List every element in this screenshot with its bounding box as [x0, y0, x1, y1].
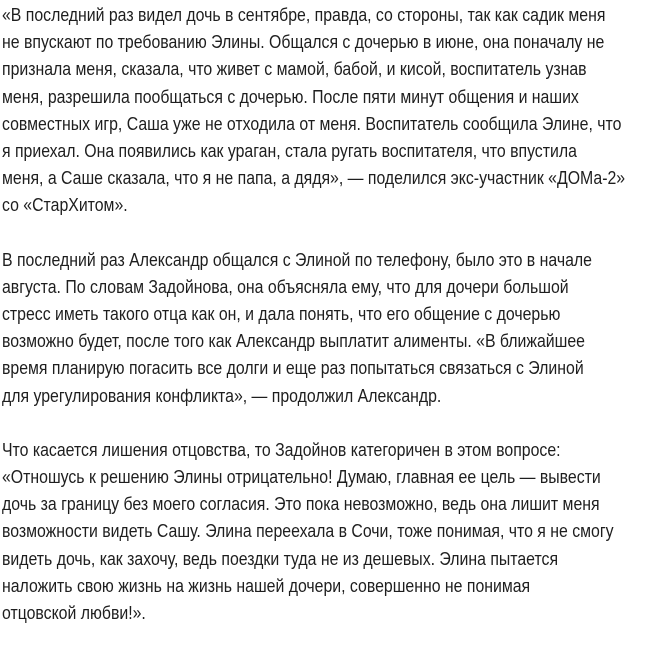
paragraph-3: [2, 437, 618, 627]
article-body: [2, 2, 626, 654]
text-line: возможно будет, после того как Александр выплатит алименты. «В ближайшее: [2, 331, 585, 352]
text-line: для урегулирования конфликта», — продолжил Александр.: [2, 385, 442, 406]
text-line: возможности видеть Сашу. Элина переехала в Сочи, тоже понимая, что я не смогу: [2, 521, 614, 542]
text-line: «В последний раз видел дочь в сентябре, правда, со стороны, так как садик меня: [2, 5, 606, 25]
text-line: меня, разрешила пообщаться с дочерью. После пяти минут общения и наших: [2, 86, 579, 107]
paragraph-2: [2, 247, 618, 410]
text-line: видеть дочь, как захочу, ведь поездки туда не из дешевых. Элина пытается: [2, 548, 559, 569]
text-line: со «СтарХитом».: [2, 195, 128, 216]
text-line: время планирую погасить все долги и еще раз попытаться связаться с Элиной: [2, 358, 584, 379]
text-line: «Отношусь к решению Элины отрицательно! Думаю, главная ее цель — вывести: [2, 467, 601, 488]
text-line: Что касается лишения отцовства, то Задойнов категоричен в этом вопросе:: [2, 439, 561, 460]
text-line: признала меня, сказала, что живет с мамой, бабой, и кисой, воспитатель узнав: [2, 59, 587, 80]
text-line: наложить свою жизнь на жизнь нашей дочери, совершенно не понимая: [2, 575, 531, 596]
text-line: стресс иметь такого отца как он, и дала понять, что его общение с дочерью: [2, 304, 561, 325]
text-line: я приехал. Она появились как ураган, стала ругать воспитателя, что впустила: [2, 141, 577, 162]
text-line: не впускают по требованию Элины. Общался с дочерью в июне, она поначалу не: [2, 32, 605, 53]
text-line: совместных игр, Саша уже не отходила от меня. Воспитатель сообщила Элине, что: [2, 113, 622, 134]
text-line: дочь за границу без моего согласия. Это пока невозможно, ведь она лишит меня: [2, 494, 600, 515]
text-line: В последний раз Александр общался с Элиной по телефону, было это в начале: [2, 249, 592, 270]
text-line: меня, а Саше сказала, что я не папа, а дядя», — поделился экс-участник «ДОМа-2»: [2, 168, 626, 189]
text-line: отцовской любви!».: [2, 603, 146, 624]
paragraph-1: [2, 2, 626, 220]
text-line: августа. По словам Задойнова, она объясняла ему, что для дочери большой: [2, 276, 569, 297]
